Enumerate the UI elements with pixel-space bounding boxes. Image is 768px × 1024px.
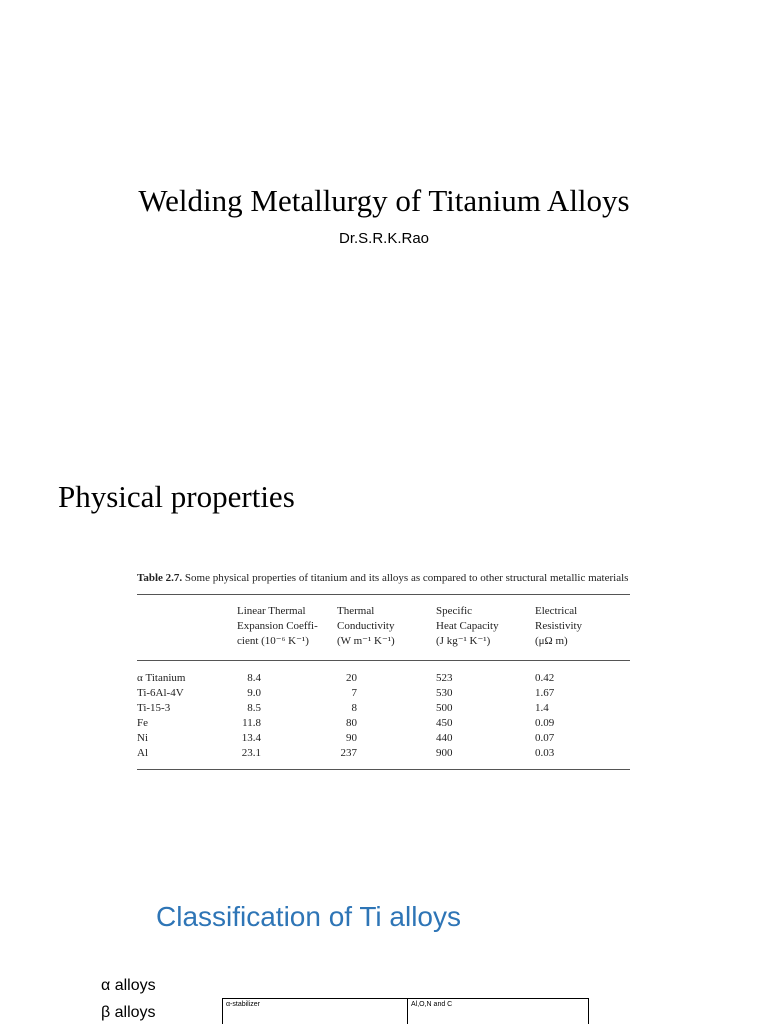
classification-heading: Classification of Ti alloys (156, 901, 462, 932)
physical-properties-table (137, 571, 630, 770)
author-name: Dr.S.R.K.Rao (338, 230, 430, 247)
table-row (137, 746, 630, 761)
slide-title: Welding Metallurgy of Titanium Alloys (138, 183, 630, 218)
table-header-row (137, 604, 630, 650)
table-cell: 1.67 (535, 687, 555, 699)
table-row (137, 731, 630, 746)
table-cell: 20 (346, 672, 357, 684)
table-cell: 11.8 (242, 717, 261, 729)
table-caption-text: Some physical properties of titanium and its alloys as compared to other structural metallic materials (182, 572, 629, 584)
table-row (137, 671, 630, 686)
table-cell: 237 (340, 747, 357, 759)
table-cell: 90 (346, 732, 357, 744)
table-row (137, 686, 630, 701)
table-cell: 8.5 (247, 702, 261, 714)
table-top-rule (137, 594, 630, 595)
alpha-alloys-label: α alloys (101, 977, 156, 994)
table-body (137, 671, 630, 761)
table-cell: 80 (346, 717, 357, 729)
table-cell: Ti-6Al-4V (137, 687, 184, 699)
table-cell: 0.42 (535, 672, 555, 684)
table-row (137, 716, 630, 731)
table-cell: 440 (436, 732, 453, 744)
beta-alloys-label: β alloys (101, 1004, 156, 1021)
table-cell: 530 (436, 687, 453, 699)
table-cell: 0.03 (535, 747, 555, 759)
table-cell: Ti-15-3 (137, 702, 171, 714)
table-cell: 23.1 (241, 747, 261, 759)
table-header-cell: Linear Thermal Expansion Coeffi- cient (10⁻⁶ K⁻¹) (237, 605, 318, 647)
table-cell: 8.4 (247, 672, 261, 684)
table-header-cell: Specific Heat Capacity (J kg⁻¹ K⁻¹) (436, 605, 499, 647)
table-cell: 500 (436, 702, 453, 714)
table-cell: 9.0 (247, 687, 261, 699)
table-cell: 7 (351, 687, 357, 699)
table-cell: Fe (137, 717, 148, 729)
table-caption (137, 571, 630, 585)
table-cell: 13.4 (241, 732, 261, 744)
table-cell: α Titanium (137, 672, 186, 684)
stabilizer-name-cell: α-stabilizer (223, 999, 408, 1024)
table-cell: 8 (351, 702, 357, 714)
table-cell: 0.09 (535, 717, 555, 729)
table-cell: 1.4 (535, 702, 549, 714)
table-header-cell: Electrical Resistivity (μΩ m) (535, 605, 583, 647)
stabilizer-table (222, 998, 589, 1024)
stabilizer-value-cell: Al,O,N and C (411, 1001, 453, 1008)
table-cell: 900 (436, 747, 453, 759)
table-header-cell: Thermal Conductivity (W m⁻¹ K⁻¹) (337, 605, 395, 647)
table-bottom-rule (137, 769, 630, 770)
table-caption-label: Table 2.7. (137, 572, 183, 584)
table-cell: Ni (137, 732, 148, 744)
table-cell: 0.07 (535, 732, 555, 744)
table-cell: 523 (436, 672, 453, 684)
table-row (137, 701, 630, 716)
table-header-cell (137, 604, 237, 650)
table-cell: 450 (436, 717, 453, 729)
section-heading: Physical properties (58, 479, 295, 514)
table-cell: Al (137, 747, 148, 759)
table-header-rule (137, 660, 630, 661)
